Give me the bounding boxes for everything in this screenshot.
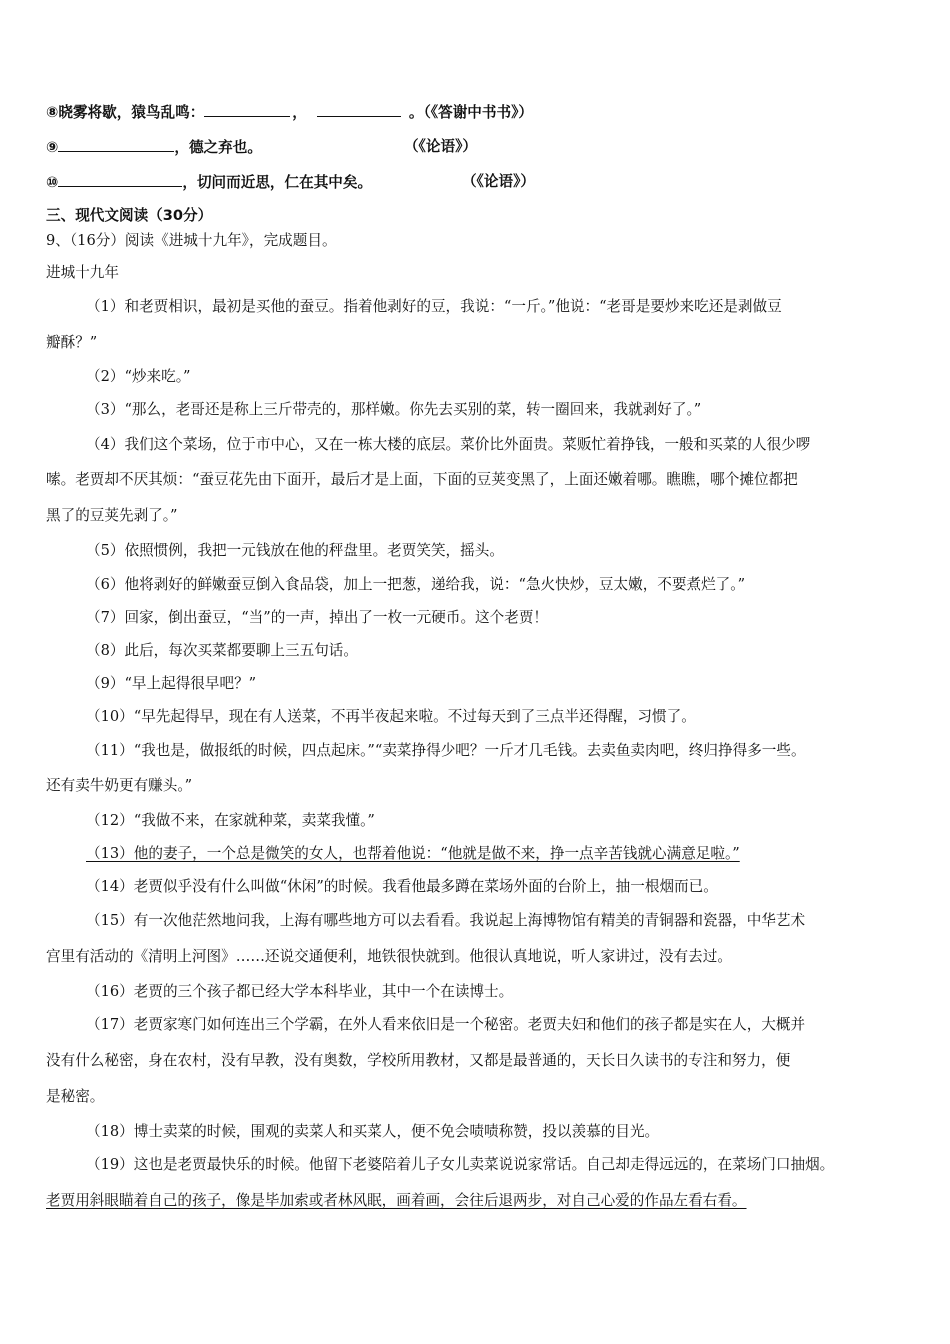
- fill-in-q10: [46, 172, 372, 193]
- para-line: （15）有一次他茫然地问我，上海有哪些地方可以去看看。我说起上海博物馆有精美的青铜器和瓷器，中华艺术: [86, 912, 806, 929]
- q9-blank[interactable]: [58, 137, 174, 152]
- para-line: （9）“早上起得很早吧？”: [86, 675, 257, 692]
- para-line: （3）“那么，老哥还是称上三斤带壳的，那样嫩。你先去买别的菜，转一圈回来，我就剥好了。”: [86, 401, 702, 418]
- fill-in-q9: [46, 137, 262, 158]
- para-line: （14）老贾似乎没有什么叫做“休闲”的时候。我看他最多蹲在菜场外面的台阶上，抽一根烟而已。: [86, 878, 718, 895]
- q10-prefix: ⑩: [46, 174, 59, 191]
- q8-sep: ，: [292, 104, 307, 121]
- para-line: （2）“炒来吃。”: [86, 368, 191, 385]
- para-line-underlined: [86, 844, 740, 864]
- section-title: 三、现代文阅读（30分）: [46, 207, 213, 224]
- para-line: （1）和老贾相识，最初是买他的蚕豆。指着他剥好的豆，我说：“一斤。”他说：“老哥是要炒来吃还是剥做豆: [86, 298, 782, 315]
- q8-end: 。: [408, 104, 424, 121]
- para-line: 宫里有活动的《清明上河图》……还说交通便利，地铁很快就到。他很认真地说，听人家讲过，没有去过。: [46, 948, 732, 965]
- para-line: 嗦。老贾却不厌其烦：“蚕豆花先由下面开，最后才是上面，下面的豆荚变黑了，上面还嫩着哪。瞧瞧，哪个摊位都把: [46, 471, 798, 488]
- para-line: （18）博士卖菜的时候，围观的卖菜人和买菜人，便不免会啧啧称赞，投以羡慕的目光。: [86, 1123, 660, 1140]
- para-line: （11）“我也是，做报纸的时候，四点起床。”“卖菜挣得少吧？一斤才几毛钱。去卖鱼卖肉吧，终归挣得多一些。: [86, 742, 806, 759]
- para-line: 是秘密。: [46, 1088, 105, 1105]
- q8-prefix: ⑧晓雾将歇，猿鸟乱鸣：: [46, 104, 205, 121]
- q8-blank-2[interactable]: [317, 102, 401, 117]
- para-line: （16）老贾的三个孩子都已经大学本科毕业，其中一个在读博士。: [86, 983, 514, 1000]
- para-line: 没有什么秘密，身在农村，没有早教，没有奥数，学校所用教材，又都是最普通的，天长日久读书的专注和努力，便: [46, 1052, 791, 1069]
- para-line: （5）依照惯例，我把一元钱放在他的秤盘里。老贾笑笑，摇头。: [86, 542, 504, 559]
- para-line: 还有卖牛奶更有赚头。”: [46, 777, 193, 794]
- question-prompt: 9、（16分）阅读《进城十九年》，完成题目。: [46, 232, 337, 249]
- underlined-sentence: 老贾用斜眼瞄着自己的孩子，像是毕加索或者林风眠，画着画，会往后退两步，对自己心爱的作品左看右看。: [46, 1192, 747, 1209]
- para-line: （10）“早先起得早，现在有人送菜，不再半夜起来啦。不过每天到了三点半还得醒，习惯了。: [86, 708, 696, 725]
- para-line: （8）此后，每次买菜都要聊上三五句话。: [86, 642, 358, 659]
- para-line: （4）我们这个菜场，位于市中心，又在一栋大楼的底层。菜价比外面贵。菜贩忙着挣钱，一般和买菜的人很少啰: [86, 436, 811, 453]
- q10-after: ，切问而近思，仁在其中矣。: [182, 174, 373, 191]
- q10-blank[interactable]: [58, 172, 182, 187]
- para-line: （19）这也是老贾最快乐的时候。他留下老婆陪着儿子女儿卖菜说说家常话。自己却走得远远的，在菜场门口抽烟。: [86, 1156, 835, 1173]
- q9-prefix: ⑨: [46, 139, 59, 156]
- underlined-sentence: （13）他的妻子，一个总是微笑的女人，也帮着他说：“他就是做不来，挣一点辛苦钱就心满意足啦。”: [86, 845, 740, 862]
- para-line-underlined: [46, 1191, 747, 1211]
- para-line: （12）“我做不来，在家就种菜，卖菜我懂。”: [86, 812, 375, 829]
- q8-blank-1[interactable]: [204, 102, 290, 117]
- q9-source: （《论语》）: [404, 138, 477, 155]
- fill-in-q8: [46, 102, 533, 123]
- para-line: 瓣酥？”: [46, 334, 98, 351]
- para-line: （6）他将剥好的鲜嫩蚕豆倒入食品袋，加上一把葱，递给我，说：“急火快炒，豆太嫩，不要煮烂了。”: [86, 576, 746, 593]
- q10-source: （《论语》）: [462, 173, 535, 190]
- article-title: 进城十九年: [46, 264, 119, 281]
- q8-source: （《答谢中书书》）: [423, 104, 533, 121]
- para-line: （7）回家，倒出蚕豆，“当”的一声，掉出了一枚一元硬币。这个老贾！: [86, 609, 549, 626]
- q9-after: ，德之弃也。: [174, 139, 262, 156]
- para-line: （17）老贾家寒门如何连出三个学霸，在外人看来依旧是一个秘密。老贾夫妇和他们的孩子都是实在人，大概并: [86, 1016, 806, 1033]
- para-line: 黑了的豆荚先剥了。”: [46, 507, 178, 524]
